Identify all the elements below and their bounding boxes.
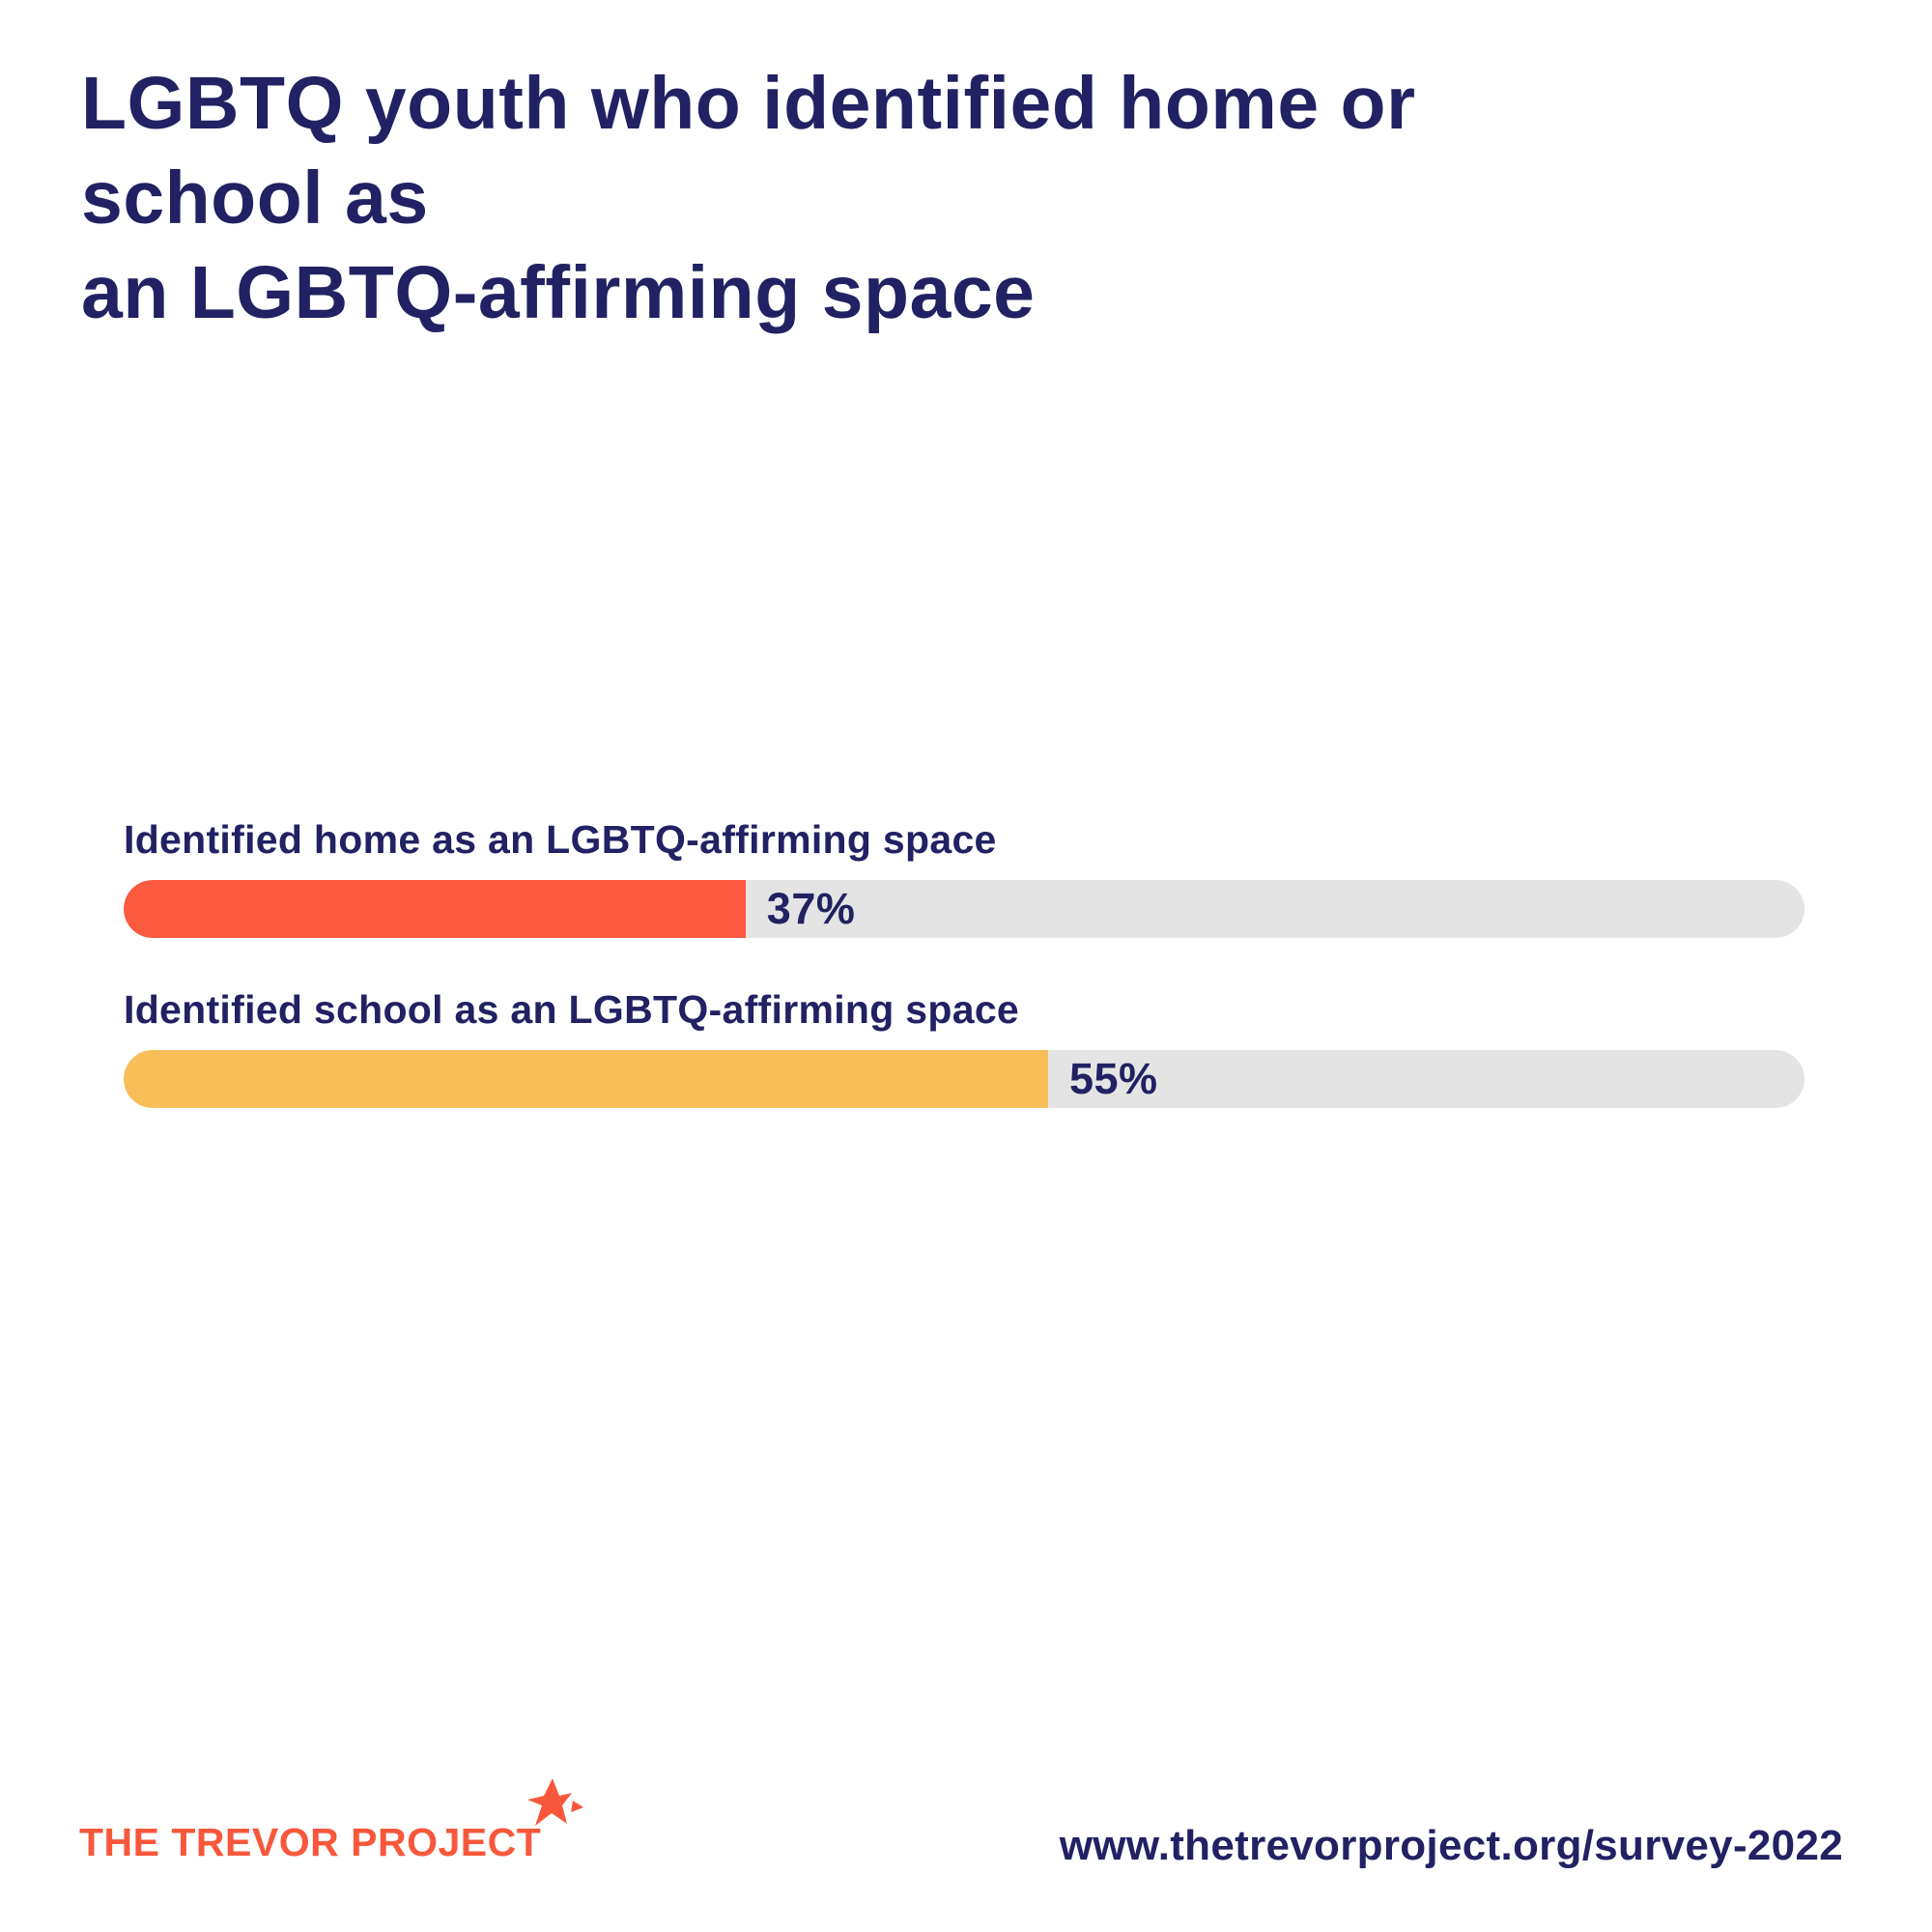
bar-track-home — [124, 880, 1804, 938]
bar-row-school — [124, 987, 1804, 1108]
bar-value-home: 37% — [766, 884, 856, 933]
page-title — [81, 56, 1530, 340]
bar-track-school — [124, 1050, 1804, 1108]
trevor-project-logo — [79, 1820, 620, 1897]
bar-label-home: Identified home as an LGBTQ-affirming space — [124, 817, 997, 862]
trevor-project-logo-text: THE TREVOR PROJECT — [79, 1820, 542, 1864]
page-title-line-1: LGBTQ youth who identified home or school as — [81, 62, 1416, 240]
page-title-line-2: an LGBTQ-affirming space — [81, 251, 1036, 334]
survey-url: www.thetrevorproject.org/survey-2022 — [1059, 1822, 1843, 1869]
bar-fill-school — [124, 1050, 1048, 1108]
bar-value-school: 55% — [1069, 1054, 1158, 1103]
bar-fill-home — [124, 880, 746, 938]
star-icon — [524, 1776, 585, 1837]
bar-label-school: Identified school as an LGBTQ-affirming space — [124, 987, 1020, 1032]
bar-row-home — [124, 817, 1804, 938]
